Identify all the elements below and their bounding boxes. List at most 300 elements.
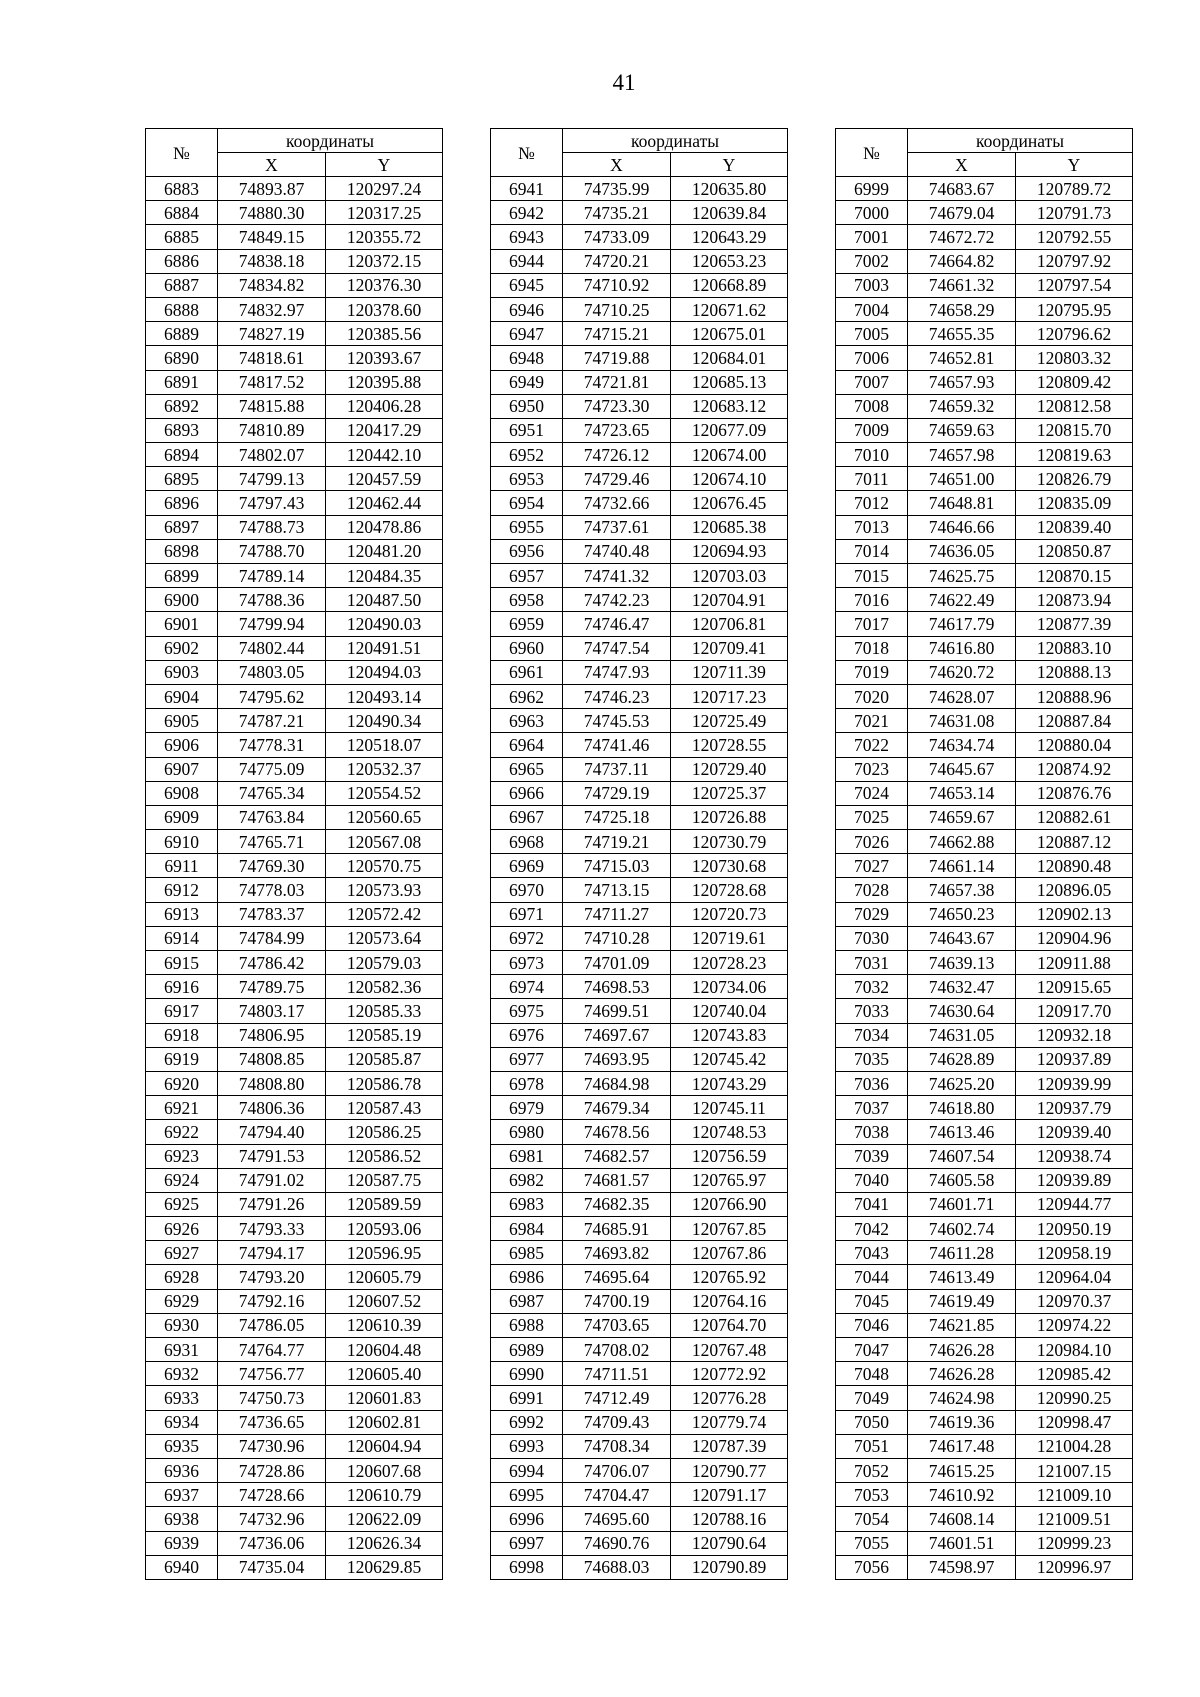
table-row [836,370,1133,394]
coord-y: 120938.74 [1016,1144,1133,1168]
table-row [491,660,788,684]
coord-x: 74622.49 [908,588,1016,612]
point-number: 6995 [491,1483,563,1507]
table-row [836,1023,1133,1047]
coord-y: 120607.52 [326,1289,443,1313]
coord-x: 74775.09 [218,757,326,781]
point-number: 6907 [146,757,218,781]
table-row [836,564,1133,588]
page-number: 41 [612,70,636,95]
point-number: 6979 [491,1096,563,1120]
header-x: X [908,153,1016,177]
point-number: 6960 [491,636,563,660]
table-row [491,346,788,370]
coord-x: 74880.30 [218,201,326,225]
coord-y: 120902.13 [1016,902,1133,926]
table-row [146,588,443,612]
coord-y: 120709.41 [671,636,788,660]
table-row [836,177,1133,201]
point-number: 6896 [146,491,218,515]
point-number: 7045 [836,1289,908,1313]
table-row [491,1144,788,1168]
table-row [836,1071,1133,1095]
point-number: 7024 [836,781,908,805]
table-row [146,467,443,491]
coord-x: 74732.96 [218,1507,326,1531]
table-row [146,1362,443,1386]
table-row [491,1120,788,1144]
coord-x: 74625.75 [908,564,1016,588]
table-row [146,1071,443,1095]
table-row [491,1531,788,1555]
header-number: № [146,129,218,177]
point-number: 6913 [146,902,218,926]
coord-x: 74723.65 [563,418,671,442]
coord-y: 120728.55 [671,733,788,757]
point-number: 6929 [146,1289,218,1313]
point-number: 6920 [146,1071,218,1095]
table-row [491,1168,788,1192]
table-row [491,1265,788,1289]
coord-y: 120748.53 [671,1120,788,1144]
point-number: 6893 [146,418,218,442]
table-row [491,636,788,660]
coord-x: 74706.07 [563,1458,671,1482]
coord-x: 74720.21 [563,249,671,273]
point-number: 7002 [836,249,908,273]
coord-x: 74765.34 [218,781,326,805]
table-row [836,1362,1133,1386]
table-row [146,418,443,442]
coord-x: 74710.25 [563,297,671,321]
coord-y: 120567.08 [326,830,443,854]
coord-x: 74834.82 [218,273,326,297]
coord-x: 74732.66 [563,491,671,515]
coord-x: 74602.74 [908,1217,1016,1241]
coord-y: 120743.29 [671,1071,788,1095]
table-row [146,370,443,394]
coord-y: 120586.78 [326,1071,443,1095]
coord-x: 74788.36 [218,588,326,612]
coord-x: 74646.66 [908,515,1016,539]
point-number: 6942 [491,201,563,225]
coord-x: 74721.81 [563,370,671,394]
coord-x: 74658.29 [908,297,1016,321]
point-number: 7027 [836,854,908,878]
table-row [491,225,788,249]
point-number: 6953 [491,467,563,491]
point-number: 7053 [836,1483,908,1507]
coord-y: 120587.75 [326,1168,443,1192]
coord-y: 120937.79 [1016,1096,1133,1120]
header-coordinates: координаты [563,129,788,153]
coord-y: 120797.92 [1016,249,1133,273]
table-row [491,1410,788,1434]
coord-x: 74791.02 [218,1168,326,1192]
coord-y: 120704.91 [671,588,788,612]
coord-x: 74793.33 [218,1217,326,1241]
table-row [491,370,788,394]
coord-y: 120586.25 [326,1120,443,1144]
point-number: 6939 [146,1531,218,1555]
table-row [491,1313,788,1337]
coord-x: 74715.21 [563,322,671,346]
point-number: 7026 [836,830,908,854]
coord-x: 74741.46 [563,733,671,757]
table-row [836,491,1133,515]
table-row [491,1023,788,1047]
coord-y: 120491.51 [326,636,443,660]
point-number: 7010 [836,443,908,467]
table-row [491,273,788,297]
coord-y: 120812.58 [1016,394,1133,418]
coord-x: 74611.28 [908,1241,1016,1265]
coord-y: 120915.65 [1016,975,1133,999]
coord-y: 120756.59 [671,1144,788,1168]
table-row [146,1555,443,1579]
coord-y: 120378.60 [326,297,443,321]
coord-y: 120950.19 [1016,1217,1133,1241]
coord-y: 120604.48 [326,1338,443,1362]
coord-x: 74736.65 [218,1410,326,1434]
point-number: 7048 [836,1362,908,1386]
coord-x: 74769.30 [218,854,326,878]
coord-y: 120685.38 [671,515,788,539]
coord-x: 74726.12 [563,443,671,467]
table-row [146,1289,443,1313]
table-row [146,1023,443,1047]
coord-x: 74605.58 [908,1168,1016,1192]
coord-x: 74736.06 [218,1531,326,1555]
point-number: 6996 [491,1507,563,1531]
coord-x: 74735.21 [563,201,671,225]
table-row [146,612,443,636]
table-row [491,249,788,273]
coord-y: 120803.32 [1016,346,1133,370]
coord-y: 120745.11 [671,1096,788,1120]
point-number: 6955 [491,515,563,539]
table-row [491,1458,788,1482]
coord-y: 120870.15 [1016,564,1133,588]
coord-x: 74661.32 [908,273,1016,297]
coord-y: 120711.39 [671,660,788,684]
table-row [836,588,1133,612]
coord-y: 120984.10 [1016,1338,1133,1362]
table-row [836,201,1133,225]
table-row [836,902,1133,926]
table-row [836,1241,1133,1265]
coord-y: 120593.06 [326,1217,443,1241]
point-number: 6975 [491,999,563,1023]
point-number: 7052 [836,1458,908,1482]
table-row [146,733,443,757]
coord-x: 74698.53 [563,975,671,999]
coord-y: 120911.88 [1016,951,1133,975]
table-row [146,854,443,878]
coord-y: 120376.30 [326,273,443,297]
table-row [836,297,1133,321]
coord-x: 74651.00 [908,467,1016,491]
coord-x: 74613.49 [908,1265,1016,1289]
coord-y: 120932.18 [1016,1023,1133,1047]
point-number: 7023 [836,757,908,781]
table-row [836,999,1133,1023]
coord-y: 120685.13 [671,370,788,394]
table-row [491,878,788,902]
table-row [836,225,1133,249]
coord-x: 74657.98 [908,443,1016,467]
table-row [146,709,443,733]
point-number: 6952 [491,443,563,467]
coord-x: 74788.70 [218,539,326,563]
coord-x: 74610.92 [908,1483,1016,1507]
table-row [836,684,1133,708]
point-number: 7014 [836,539,908,563]
coord-y: 120726.88 [671,805,788,829]
point-number: 7029 [836,902,908,926]
point-number: 7018 [836,636,908,660]
coord-x: 74791.26 [218,1192,326,1216]
table-row [146,177,443,201]
point-number: 6900 [146,588,218,612]
table-row [491,588,788,612]
coord-y: 120728.23 [671,951,788,975]
coord-y: 120570.75 [326,854,443,878]
point-number: 6981 [491,1144,563,1168]
point-number: 6967 [491,805,563,829]
header-y: Y [326,153,443,177]
coord-y: 120622.09 [326,1507,443,1531]
table-row [491,757,788,781]
coord-x: 74700.19 [563,1289,671,1313]
coord-y: 120887.12 [1016,830,1133,854]
table-row [146,975,443,999]
coord-y: 120393.67 [326,346,443,370]
point-number: 6917 [146,999,218,1023]
coord-y: 120740.04 [671,999,788,1023]
point-number: 6964 [491,733,563,757]
coord-y: 120850.87 [1016,539,1133,563]
coord-x: 74740.48 [563,539,671,563]
point-number: 6973 [491,951,563,975]
header-number: № [836,129,908,177]
point-number: 7049 [836,1386,908,1410]
coord-x: 74645.67 [908,757,1016,781]
coord-x: 74817.52 [218,370,326,394]
coord-x: 74657.38 [908,878,1016,902]
point-number: 6923 [146,1144,218,1168]
coord-y: 120779.74 [671,1410,788,1434]
coord-y: 120572.42 [326,902,443,926]
coord-y: 120728.68 [671,878,788,902]
table-row [491,999,788,1023]
coord-x: 74733.09 [563,225,671,249]
coord-x: 74747.54 [563,636,671,660]
coord-x: 74787.21 [218,709,326,733]
coord-y: 120797.54 [1016,273,1133,297]
coord-y: 120719.61 [671,926,788,950]
header-coordinates: координаты [218,129,443,153]
point-number: 6908 [146,781,218,805]
coord-y: 120939.89 [1016,1168,1133,1192]
coord-x: 74619.49 [908,1289,1016,1313]
header-x: X [218,153,326,177]
coord-y: 120385.56 [326,322,443,346]
coord-x: 74650.23 [908,902,1016,926]
header-x: X [563,153,671,177]
coord-x: 74789.75 [218,975,326,999]
coord-x: 74806.36 [218,1096,326,1120]
coord-y: 120585.19 [326,1023,443,1047]
coord-x: 74661.14 [908,854,1016,878]
table-row [836,830,1133,854]
point-number: 7022 [836,733,908,757]
point-number: 6958 [491,588,563,612]
coord-x: 74792.16 [218,1289,326,1313]
coord-y: 120764.16 [671,1289,788,1313]
table-row [491,297,788,321]
point-number: 7046 [836,1313,908,1337]
point-number: 7056 [836,1555,908,1579]
point-number: 7044 [836,1265,908,1289]
point-number: 6992 [491,1410,563,1434]
coord-y: 120790.77 [671,1458,788,1482]
coord-y: 120790.89 [671,1555,788,1579]
coord-y: 120791.73 [1016,201,1133,225]
table-row [146,249,443,273]
table-row [146,660,443,684]
coord-x: 74756.77 [218,1362,326,1386]
coord-x: 74620.72 [908,660,1016,684]
coord-x: 74719.88 [563,346,671,370]
coord-x: 74657.93 [908,370,1016,394]
coord-x: 74659.32 [908,394,1016,418]
coord-y: 120767.48 [671,1338,788,1362]
coord-y: 120675.01 [671,322,788,346]
table-row [146,878,443,902]
point-number: 6941 [491,177,563,201]
table-row [146,1458,443,1482]
point-number: 7034 [836,1023,908,1047]
table-row [491,491,788,515]
point-number: 7008 [836,394,908,418]
point-number: 6971 [491,902,563,926]
point-number: 6885 [146,225,218,249]
table-row [491,902,788,926]
coord-y: 120876.76 [1016,781,1133,805]
coord-y: 120706.81 [671,612,788,636]
coord-y: 120887.84 [1016,709,1133,733]
coord-y: 120764.70 [671,1313,788,1337]
point-number: 6950 [491,394,563,418]
point-number: 7054 [836,1507,908,1531]
table-row [836,1386,1133,1410]
coord-x: 74693.82 [563,1241,671,1265]
coord-y: 120355.72 [326,225,443,249]
coord-x: 74786.42 [218,951,326,975]
table-row [146,1410,443,1434]
point-number: 6922 [146,1120,218,1144]
coord-x: 74808.85 [218,1047,326,1071]
point-number: 7021 [836,709,908,733]
table-row [146,1168,443,1192]
point-number: 6986 [491,1265,563,1289]
point-number: 6884 [146,201,218,225]
point-number: 6898 [146,539,218,563]
point-number: 6897 [146,515,218,539]
point-number: 6895 [146,467,218,491]
point-number: 6985 [491,1241,563,1265]
coord-x: 74802.07 [218,443,326,467]
coord-x: 74742.23 [563,588,671,612]
point-number: 6927 [146,1241,218,1265]
table-row [836,757,1133,781]
coord-x: 74701.09 [563,951,671,975]
coord-x: 74613.46 [908,1120,1016,1144]
coord-x: 74652.81 [908,346,1016,370]
coord-x: 74719.21 [563,830,671,854]
coord-y: 120626.34 [326,1531,443,1555]
coord-x: 74778.03 [218,878,326,902]
coord-y: 120585.33 [326,999,443,1023]
coord-x: 74795.62 [218,684,326,708]
coord-x: 74789.14 [218,564,326,588]
point-number: 6894 [146,443,218,467]
point-number: 6991 [491,1386,563,1410]
table-row [491,201,788,225]
table-row [146,684,443,708]
point-number: 6962 [491,684,563,708]
coord-y: 120944.77 [1016,1192,1133,1216]
table-row [491,1047,788,1071]
coord-y: 120643.29 [671,225,788,249]
coord-y: 120985.42 [1016,1362,1133,1386]
point-number: 7028 [836,878,908,902]
coord-x: 74784.99 [218,926,326,950]
coord-x: 74634.74 [908,733,1016,757]
coord-x: 74628.89 [908,1047,1016,1071]
coord-y: 120839.40 [1016,515,1133,539]
table-row [491,709,788,733]
coord-x: 74783.37 [218,902,326,926]
coord-x: 74688.03 [563,1555,671,1579]
table-row [836,1338,1133,1362]
point-number: 7035 [836,1047,908,1071]
point-number: 7012 [836,491,908,515]
coord-x: 74615.25 [908,1458,1016,1482]
coord-y: 120790.64 [671,1531,788,1555]
table-row [491,1289,788,1313]
table-row [836,1289,1133,1313]
point-number: 6889 [146,322,218,346]
table-row [836,249,1133,273]
coord-x: 74683.67 [908,177,1016,201]
coord-x: 74678.56 [563,1120,671,1144]
point-number: 6924 [146,1168,218,1192]
point-number: 7003 [836,273,908,297]
coord-y: 120629.85 [326,1555,443,1579]
coord-y: 120560.65 [326,805,443,829]
table-row [836,467,1133,491]
coord-x: 74803.17 [218,999,326,1023]
table-row [836,1410,1133,1434]
coord-y: 120610.79 [326,1483,443,1507]
coord-x: 74741.32 [563,564,671,588]
coord-y: 120745.42 [671,1047,788,1071]
coord-x: 74763.84 [218,805,326,829]
coord-x: 74695.60 [563,1507,671,1531]
point-number: 7019 [836,660,908,684]
